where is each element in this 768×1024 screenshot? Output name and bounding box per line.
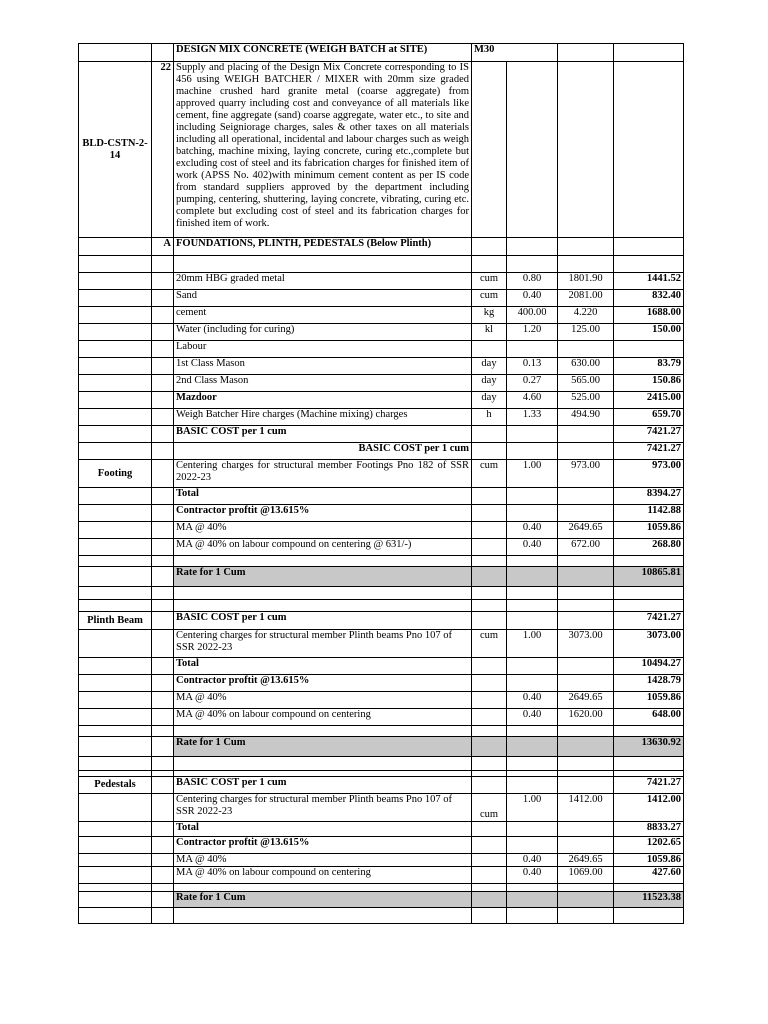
row-description: Sand — [174, 290, 472, 307]
row-description: Mazdoor — [174, 392, 472, 409]
footing-centering-unit: cum — [472, 460, 507, 488]
table-row — [79, 341, 684, 358]
plinth-centering-qty: 1.00 — [507, 630, 558, 658]
plinth-rate: 13630.92 — [614, 737, 684, 757]
row-description: Labour — [174, 341, 472, 358]
footing-ma-amount: 1059.86 — [614, 522, 684, 539]
row-unit: cum — [472, 273, 507, 290]
row-unit: day — [472, 392, 507, 409]
row-qty: 1.20 — [507, 324, 558, 341]
plinth-profit-row — [79, 675, 684, 692]
pedestals-total: 8833.27 — [614, 822, 684, 837]
plinth-basic-label: BASIC COST per 1 cum — [174, 612, 472, 630]
footing-basic-row — [79, 443, 684, 460]
footing-rate-row — [79, 567, 684, 587]
pedestals-rate-row — [79, 892, 684, 908]
row-amount: 83.79 — [614, 358, 684, 375]
basic-cost-row — [79, 426, 684, 443]
row-qty: 0.27 — [507, 375, 558, 392]
row-description: 2nd Class Mason — [174, 375, 472, 392]
plinth-ma-amount: 1059.86 — [614, 692, 684, 709]
plinth-ma-labour-label: MA @ 40% on labour compound on centering — [174, 709, 472, 726]
pedestals-label: Pedestals — [79, 777, 152, 794]
row-rate: 1801.90 — [558, 273, 614, 290]
table-row — [79, 358, 684, 375]
plinth-rate-label: Rate for 1 Cum — [174, 737, 472, 757]
section-letter: A — [152, 238, 174, 256]
table-row — [79, 409, 684, 426]
footing-profit: 1142.88 — [614, 505, 684, 522]
row-rate: 525.00 — [558, 392, 614, 409]
plinth-ma-rate: 2649.65 — [558, 692, 614, 709]
row-rate: 125.00 — [558, 324, 614, 341]
pedestals-centering-unit: cum — [472, 794, 507, 822]
plinth-ma-labour-rate: 1620.00 — [558, 709, 614, 726]
footing-label: Footing — [79, 460, 152, 488]
row-description: 1st Class Mason — [174, 358, 472, 375]
basic-cost-label: BASIC COST per 1 cum — [174, 426, 472, 443]
table-row — [79, 273, 684, 290]
footing-total-row — [79, 488, 684, 505]
row-amount: 1441.52 — [614, 273, 684, 290]
pedestals-total-row — [79, 822, 684, 837]
row-unit: h — [472, 409, 507, 426]
footing-total-label: Total — [174, 488, 472, 505]
footing-rate-label: Rate for 1 Cum — [174, 567, 472, 587]
row-amount: 150.00 — [614, 324, 684, 341]
table-row — [79, 392, 684, 409]
pedestals-ma-label: MA @ 40% — [174, 854, 472, 867]
pedestals-basic-amount: 7421.27 — [614, 777, 684, 794]
footing-centering-amount: 973.00 — [614, 460, 684, 488]
row-description: 20mm HBG graded metal — [174, 273, 472, 290]
footing-ma-labour-row — [79, 539, 684, 556]
pedestals-centering-rate: 1412.00 — [558, 794, 614, 822]
footing-rate: 10865.81 — [614, 567, 684, 587]
row-amount: 832.40 — [614, 290, 684, 307]
plinth-ma-row — [79, 692, 684, 709]
plinth-ma-labour-amount: 648.00 — [614, 709, 684, 726]
table-row — [79, 307, 684, 324]
row-rate: 565.00 — [558, 375, 614, 392]
row-rate: 4.220 — [558, 307, 614, 324]
item-description-row — [79, 62, 684, 238]
basic-cost-amount: 7421.27 — [614, 426, 684, 443]
plinth-basic-amount: 7421.27 — [614, 612, 684, 630]
plinth-rate-row — [79, 737, 684, 757]
footing-basic-label: BASIC COST per 1 cum — [174, 443, 472, 460]
row-amount: 2415.00 — [614, 392, 684, 409]
table-row — [79, 375, 684, 392]
row-unit: day — [472, 375, 507, 392]
plinth-ma-labour-qty: 0.40 — [507, 709, 558, 726]
footing-ma-labour-qty: 0.40 — [507, 539, 558, 556]
item-number: 22 — [152, 62, 174, 238]
plinth-centering-desc: Centering charges for structural member Plinth beams Pno 107 of SSR 2022-23 — [174, 630, 472, 658]
row-amount: 150.86 — [614, 375, 684, 392]
footing-ma-labour-label: MA @ 40% on labour compound on centering @ 631/-) — [174, 539, 472, 556]
pedestals-profit-row — [79, 837, 684, 854]
plinth-total-label: Total — [174, 658, 472, 675]
row-qty: 0.80 — [507, 273, 558, 290]
pedestals-ma-labour-amount: 427.60 — [614, 867, 684, 884]
footing-profit-label: Contractor proftit @13.615% — [174, 505, 472, 522]
table-row — [79, 324, 684, 341]
footing-ma-label: MA @ 40% — [174, 522, 472, 539]
row-rate: 2081.00 — [558, 290, 614, 307]
footing-ma-row — [79, 522, 684, 539]
plinth-label: Plinth Beam — [79, 612, 152, 630]
rate-analysis-table — [78, 43, 684, 924]
plinth-centering-amount: 3073.00 — [614, 630, 684, 658]
pedestals-ma-row — [79, 854, 684, 867]
row-rate: 630.00 — [558, 358, 614, 375]
footing-centering-rate: 973.00 — [558, 460, 614, 488]
row-qty: 4.60 — [507, 392, 558, 409]
item-title: DESIGN MIX CONCRETE (WEIGH BATCH at SITE) — [174, 44, 472, 62]
section-a-row — [79, 238, 684, 256]
plinth-total-row — [79, 658, 684, 675]
row-qty: 1.33 — [507, 409, 558, 426]
row-amount: 659.70 — [614, 409, 684, 426]
header-row — [79, 44, 684, 62]
row-description: cement — [174, 307, 472, 324]
pedestals-profit-label: Contractor proftit @13.615% — [174, 837, 472, 854]
footing-ma-labour-amount: 268.80 — [614, 539, 684, 556]
row-qty: 0.40 — [507, 290, 558, 307]
pedestals-rate: 11523.38 — [614, 892, 684, 908]
row-unit: kg — [472, 307, 507, 324]
plinth-ma-label: MA @ 40% — [174, 692, 472, 709]
footing-basic-amount: 7421.27 — [614, 443, 684, 460]
pedestals-ma-labour-row — [79, 867, 684, 884]
footing-ma-labour-rate: 672.00 — [558, 539, 614, 556]
plinth-centering-rate: 3073.00 — [558, 630, 614, 658]
pedestals-centering-desc: Centering charges for structural member Plinth beams Pno 107 of SSR 2022-23 — [174, 794, 472, 822]
item-description: Supply and placing of the Design Mix Concrete corresponding to IS 456 using WEIGH BATCHER / MIXER with 20mm size graded machine crushed hard granite metal (coarse aggregate) from approved quarry including cost and conveyance of all materials like cement, fine aggregate (sand) coarse aggregate, water etc., to site and including Seigniorage charges, sales & other taxes on all materials including all operational, incidental and labour charges such as weigh batching, machine mixing, laying concrete, curing etc.,complete but excluding cost of steel and its fabrication charges for finished item of work (APSS No. 402)with minimum cement content as per IS code from standard suppliers approved by the department including pumping, centering, shuttering, laying concrete, vibrating, curing etc. complete but excluding cost of steel and its fabrication charges for finished item of work. — [174, 62, 472, 238]
pedestals-ma-rate: 2649.65 — [558, 854, 614, 867]
row-unit: cum — [472, 290, 507, 307]
pedestals-ma-labour-rate: 1069.00 — [558, 867, 614, 884]
footing-profit-row — [79, 505, 684, 522]
plinth-centering-row — [79, 630, 684, 658]
table-row — [79, 290, 684, 307]
pedestals-profit: 1202.65 — [614, 837, 684, 854]
footing-centering-desc: Centering charges for structural member Footings Pno 182 of SSR 2022-23 — [174, 460, 472, 488]
plinth-ma-qty: 0.40 — [507, 692, 558, 709]
row-qty: 0.13 — [507, 358, 558, 375]
plinth-profit-label: Contractor proftit @13.615% — [174, 675, 472, 692]
plinth-ma-labour-row — [79, 709, 684, 726]
pedestals-ma-labour-qty: 0.40 — [507, 867, 558, 884]
row-description: Weigh Batcher Hire charges (Machine mixing) charges — [174, 409, 472, 426]
item-code: BLD-CSTN-2-14 — [79, 62, 152, 238]
pedestals-centering-amount: 1412.00 — [614, 794, 684, 822]
section-title: FOUNDATIONS, PLINTH, PEDESTALS (Below Plinth) — [174, 238, 472, 256]
plinth-centering-unit: cum — [472, 630, 507, 658]
row-unit: day — [472, 358, 507, 375]
plinth-total: 10494.27 — [614, 658, 684, 675]
pedestals-basic-row — [79, 777, 684, 794]
pedestals-ma-amount: 1059.86 — [614, 854, 684, 867]
pedestals-ma-qty: 0.40 — [507, 854, 558, 867]
row-qty: 400.00 — [507, 307, 558, 324]
concrete-grade: M30 — [472, 44, 558, 62]
row-amount: 1688.00 — [614, 307, 684, 324]
row-unit: kl — [472, 324, 507, 341]
footing-ma-rate: 2649.65 — [558, 522, 614, 539]
pedestals-basic-label: BASIC COST per 1 cum — [174, 777, 472, 794]
footing-centering-qty: 1.00 — [507, 460, 558, 488]
footing-total: 8394.27 — [614, 488, 684, 505]
row-description: Water (including for curing) — [174, 324, 472, 341]
row-rate: 494.90 — [558, 409, 614, 426]
pedestals-centering-qty: 1.00 — [507, 794, 558, 822]
plinth-profit: 1428.79 — [614, 675, 684, 692]
footing-ma-qty: 0.40 — [507, 522, 558, 539]
pedestals-rate-label: Rate for 1 Cum — [174, 892, 472, 908]
pedestals-total-label: Total — [174, 822, 472, 837]
footing-centering-row — [79, 460, 684, 488]
pedestals-ma-labour-label: MA @ 40% on labour compound on centering — [174, 867, 472, 884]
pedestals-centering-row — [79, 794, 684, 822]
plinth-basic-row — [79, 612, 684, 630]
